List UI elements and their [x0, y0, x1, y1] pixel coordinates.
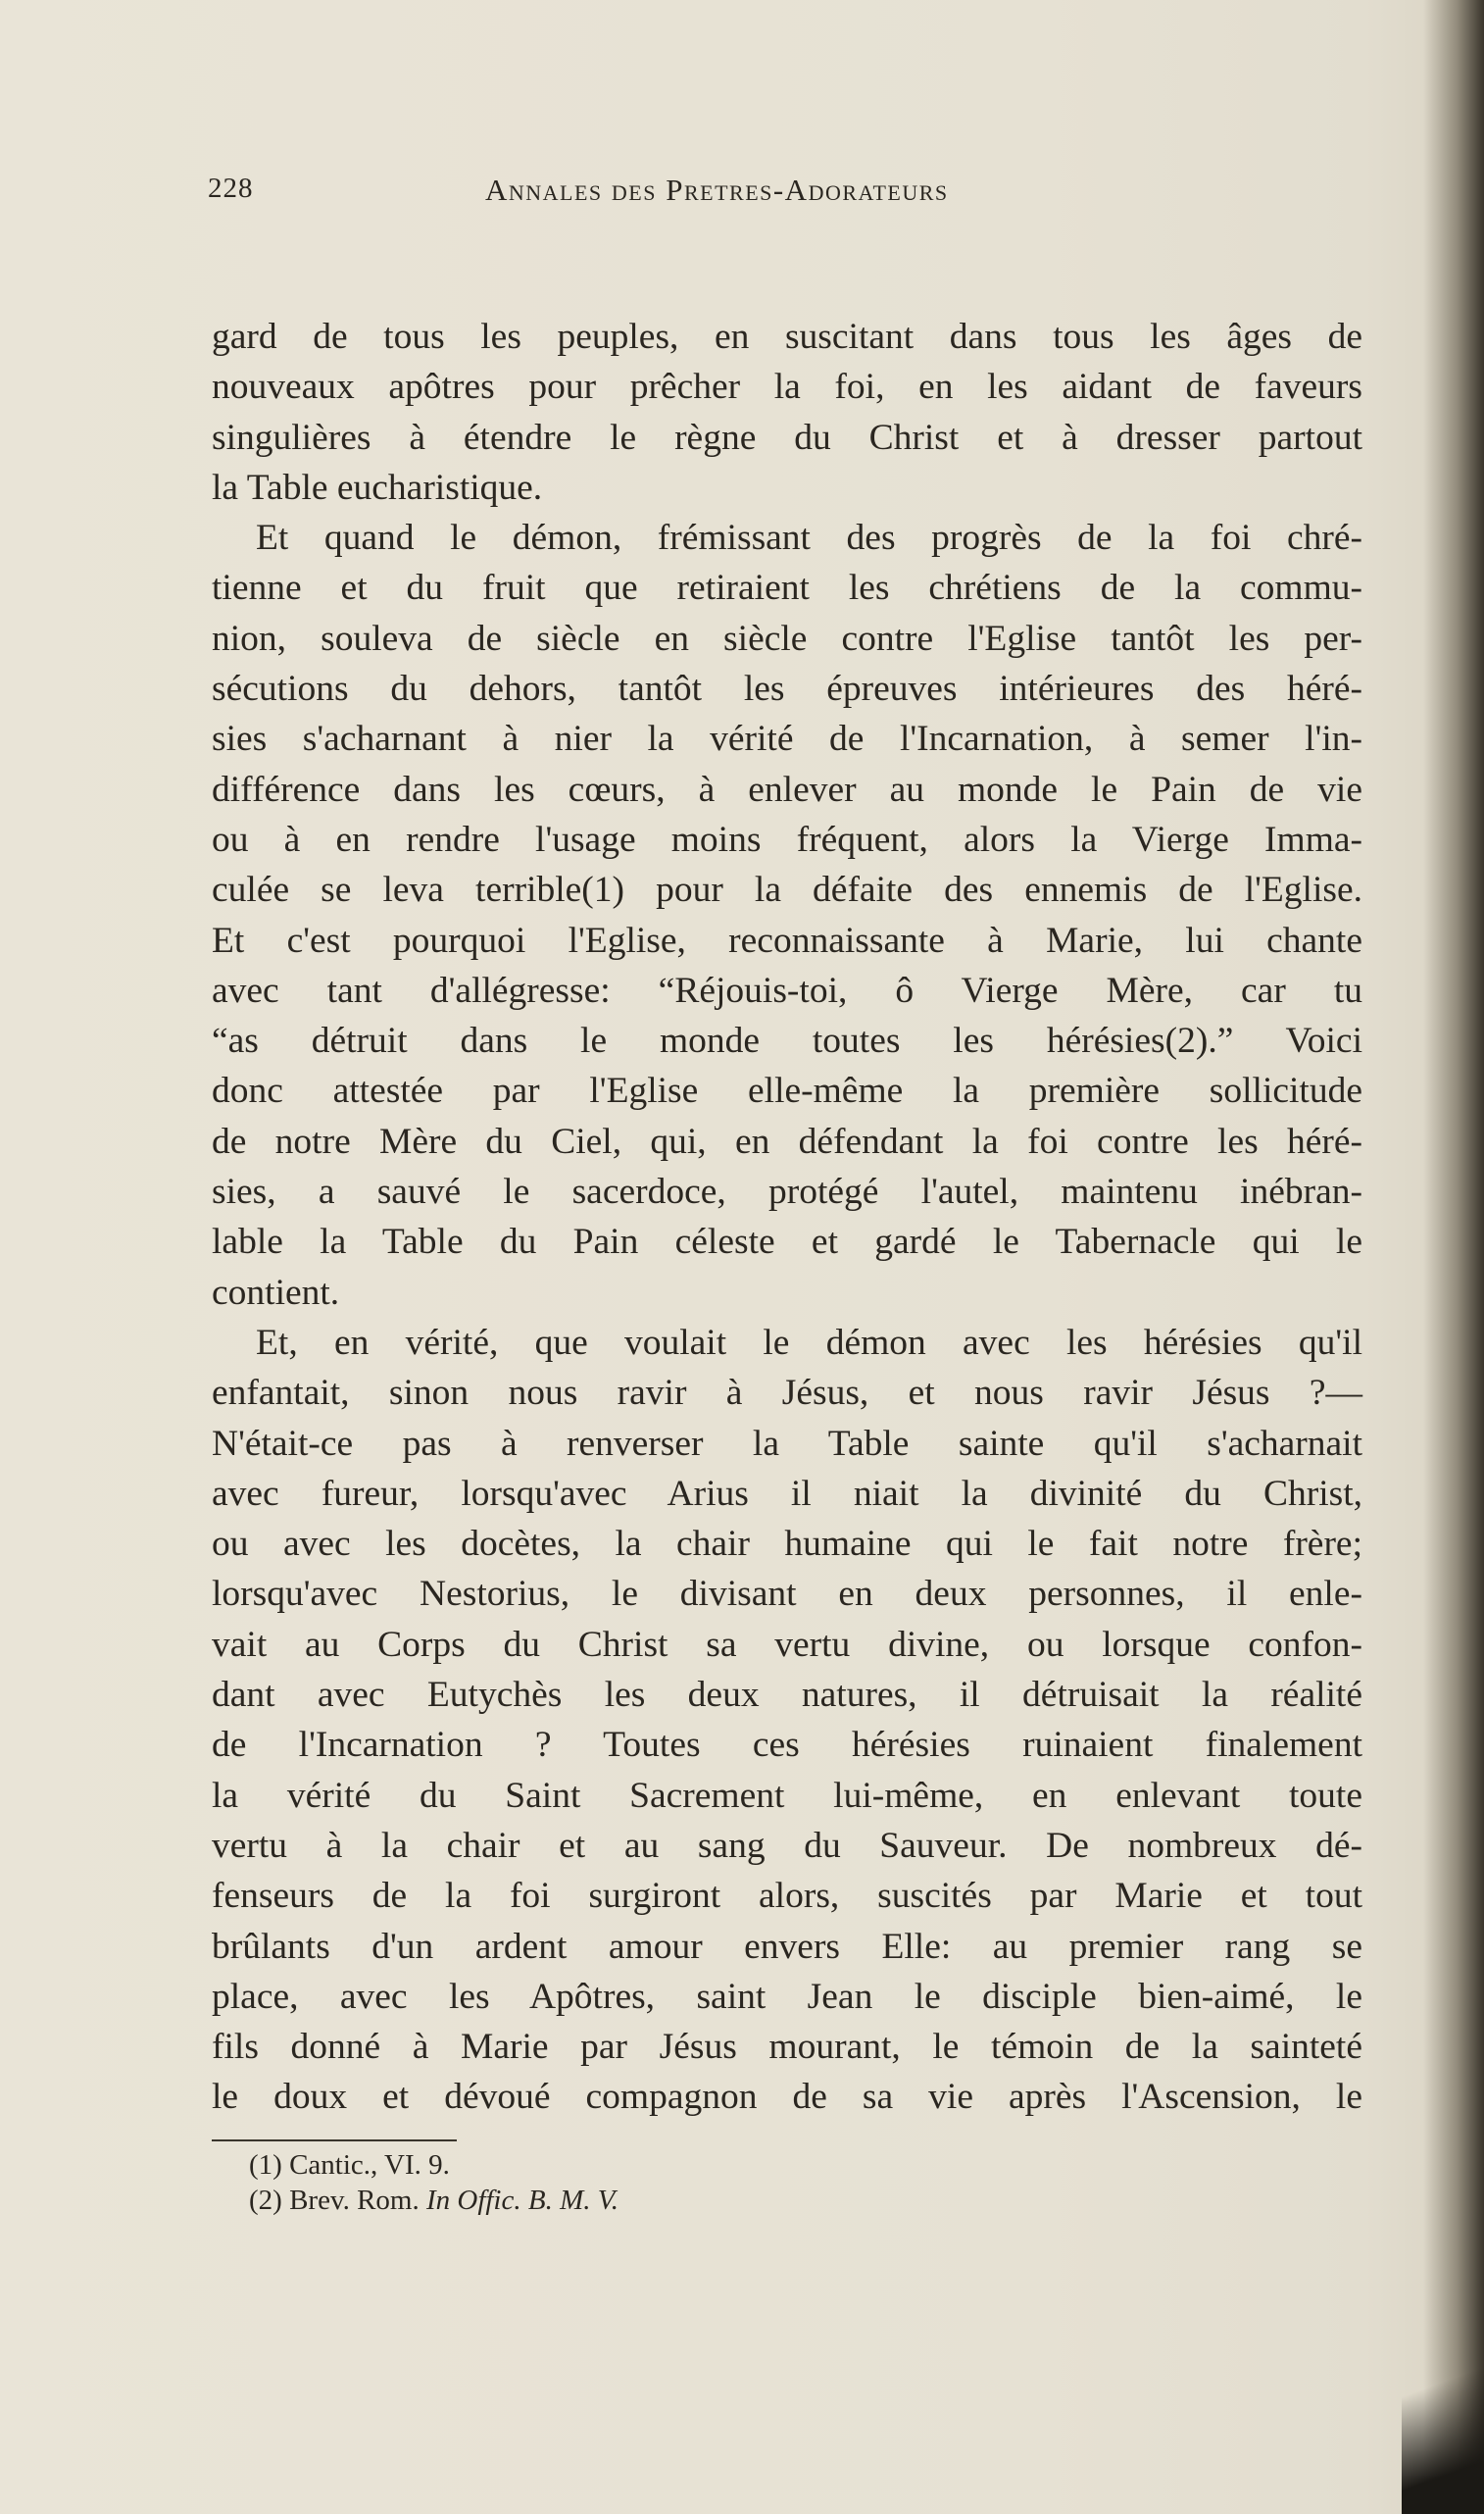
- body-text: [212, 312, 1362, 2123]
- text-line: la vérité du Saint Sacrement lui-même, en enlevant toute: [212, 1775, 1362, 1816]
- paragraph-1: [212, 312, 1362, 513]
- running-title: Annales des Pretres-Adorateurs: [485, 173, 949, 207]
- footnote-1: [249, 2147, 1131, 2183]
- text-line: donc attestée par l'Eglise elle-même la première sollicitude: [212, 1071, 1362, 1112]
- text-line: brûlants d'un ardent amour envers Elle: au premier rang se: [212, 1926, 1362, 1967]
- text-line: fils donné à Marie par Jésus mourant, le témoin de la sainteté: [212, 2027, 1362, 2068]
- text-line: sies, a sauvé le sacerdoce, protégé l'autel, maintenu inébran-: [212, 1172, 1362, 1213]
- footnote-marker: (1): [249, 2149, 282, 2181]
- text-line: Et c'est pourquoi l'Eglise, reconnaissante à Marie, lui chante: [212, 920, 1362, 961]
- paragraph-2: [212, 513, 1362, 1318]
- footnote-2: [249, 2183, 1131, 2218]
- text-line: culée se leva terrible(1) pour la défaite des ennemis de l'Eglise.: [212, 870, 1362, 911]
- text-line: de notre Mère du Ciel, qui, en défendant la foi contre les héré-: [212, 1121, 1362, 1162]
- text-line: lable la Table du Pain céleste et gardé le Tabernacle qui le: [212, 1222, 1362, 1263]
- text-line: dant avec Eutychès les deux natures, il détruisait la réalité: [212, 1675, 1362, 1716]
- text-line: enfantait, sinon nous ravir à Jésus, et nous ravir Jésus ?—: [212, 1373, 1362, 1414]
- text-line: fenseurs de la foi surgiront alors, suscités par Marie et tout: [212, 1876, 1362, 1917]
- footnote-rule: [212, 2139, 457, 2141]
- footnote-italic-text: In Offic. B. M. V.: [425, 2185, 618, 2216]
- footnotes: [249, 2147, 1131, 2218]
- text-line: vait au Corps du Christ sa vertu divine, ou lorsque confon-: [212, 1624, 1362, 1665]
- text-line: ou à en rendre l'usage moins fréquent, alors la Vierge Imma-: [212, 819, 1362, 860]
- text-line: contient.: [212, 1272, 340, 1313]
- text-line: nion, souleva de siècle en siècle contre l'Eglise tantôt les per-: [212, 618, 1362, 659]
- text-line: singulières à étendre le règne du Christ et à dresser partout: [212, 417, 1362, 458]
- text-line: le doux et dévoué compagnon de sa vie après l'Ascension, le: [212, 2077, 1362, 2118]
- footnote-marker: (2): [249, 2185, 282, 2216]
- footnote-text: Cantic., VI. 9.: [289, 2149, 450, 2181]
- text-line: Et quand le démon, frémissant des progrès de la foi chré-: [256, 518, 1362, 559]
- text-line: différence dans les cœurs, à enlever au monde le Pain de vie: [212, 769, 1362, 810]
- text-line: sies s'acharnant à nier la vérité de l'Incarnation, à semer l'in-: [212, 719, 1362, 760]
- footnote-text: Brev. Rom.: [289, 2185, 426, 2216]
- running-head: [208, 173, 1364, 212]
- text-line: Et, en vérité, que voulait le démon avec les hérésies qu'il: [256, 1322, 1362, 1363]
- page-corner-shadow: [1402, 2334, 1484, 2514]
- text-line: de l'Incarnation ? Toutes ces hérésies ruinaient finalement: [212, 1725, 1362, 1766]
- text-line: sécutions du dehors, tantôt les épreuves intérieures des héré-: [212, 669, 1362, 710]
- text-line: la Table eucharistique.: [212, 467, 543, 508]
- text-line: gard de tous les peuples, en suscitant dans tous les âges de: [212, 317, 1362, 357]
- page-number: 228: [208, 173, 254, 204]
- paragraph-3: [212, 1318, 1362, 2123]
- text-line: ou avec les docètes, la chair humaine qui le fait notre frère;: [212, 1524, 1362, 1565]
- text-line: “as détruit dans le monde toutes les hérésies(2).” Voici: [212, 1021, 1362, 1062]
- text-line: tienne et du fruit que retiraient les chrétiens de la commu-: [212, 568, 1362, 609]
- text-line: nouveaux apôtres pour prêcher la foi, en les aidant de faveurs: [212, 367, 1362, 408]
- page-edge-shadow: [1423, 0, 1484, 2514]
- text-line: lorsqu'avec Nestorius, le divisant en deux personnes, il enle-: [212, 1574, 1362, 1615]
- text-line: N'était-ce pas à renverser la Table sainte qu'il s'acharnait: [212, 1423, 1362, 1464]
- text-line: vertu à la chair et au sang du Sauveur. De nombreux dé-: [212, 1825, 1362, 1866]
- text-line: place, avec les Apôtres, saint Jean le disciple bien-aimé, le: [212, 1976, 1362, 2017]
- text-line: avec fureur, lorsqu'avec Arius il niait la divinité du Christ,: [212, 1473, 1362, 1514]
- text-line: avec tant d'allégresse: “Réjouis-toi, ô Vierge Mère, car tu: [212, 970, 1362, 1011]
